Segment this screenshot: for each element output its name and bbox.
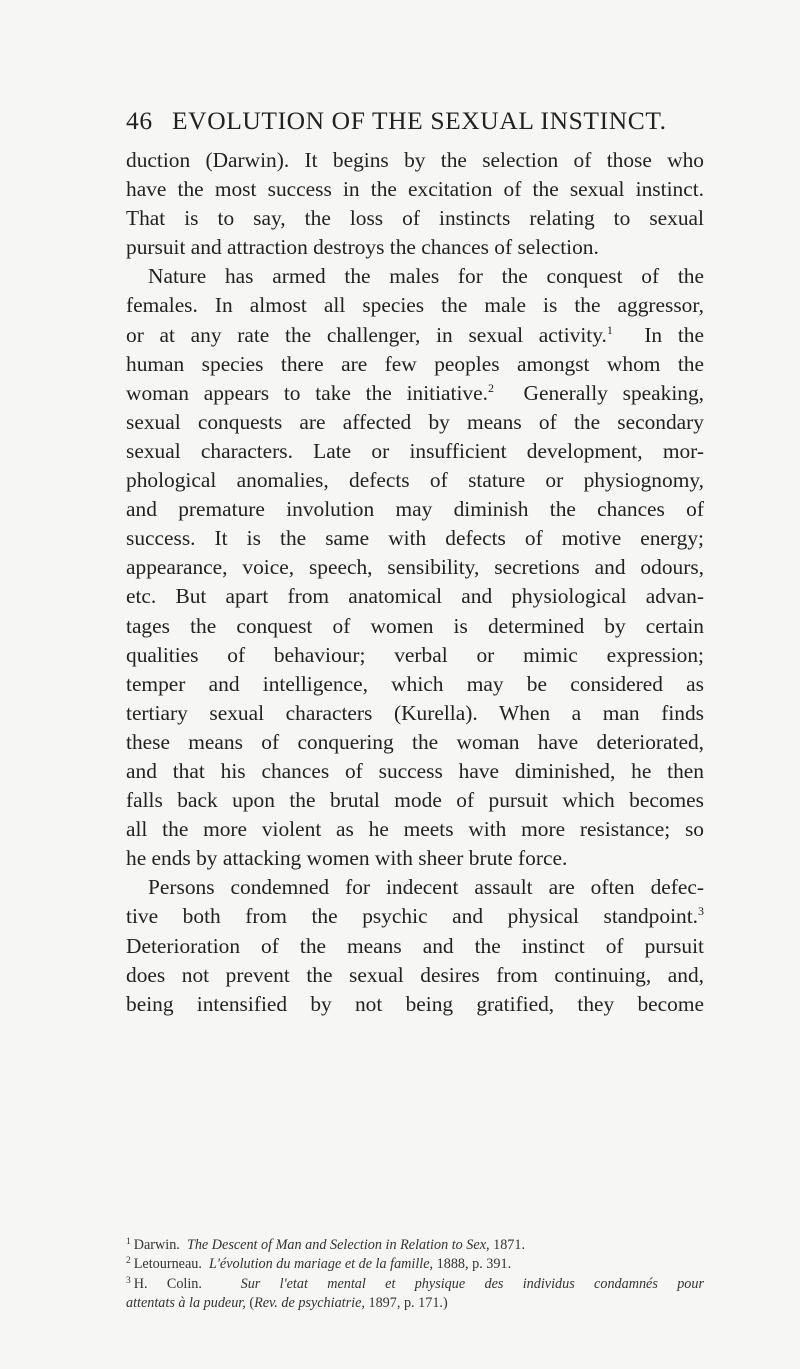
text-line-with-footnote	[126, 321, 704, 350]
text-line: Persons condemned for indecent assault are often defec-	[148, 875, 704, 900]
text-line: etc. But apart from anatomical and physiological advan-	[126, 584, 704, 609]
text-line: pursuit and attraction destroys the chances of selection.	[126, 235, 599, 260]
footnote-3	[126, 1275, 704, 1294]
text-segment: woman appears to take the initiative.	[126, 380, 488, 405]
footnote-rest: 1871.	[493, 1237, 526, 1253]
footnotes	[126, 1236, 704, 1313]
text-line: females. In almost all species the male is the aggressor,	[126, 293, 704, 318]
footnote-mark: 1	[606, 322, 613, 337]
footnote-author: Darwin.	[133, 1237, 180, 1253]
footnote-number: 1	[126, 1237, 131, 1247]
text-line: That is to say, the loss of instincts relating to sexual	[126, 206, 704, 231]
footnote-number: 2	[126, 1256, 131, 1267]
text-segment: or at any rate the challenger, in sexual activity.	[126, 322, 607, 347]
text-line: Nature has armed the males for the conquest of the	[148, 264, 704, 289]
text-line: does not prevent the sexual desires from continuing, and,	[126, 962, 704, 987]
text-line: he ends by attacking women with sheer brute force.	[126, 846, 568, 871]
text-line: and that his chances of success have diminished, he then	[126, 758, 704, 783]
text-line: human species there are few peoples amongst whom the	[126, 351, 704, 376]
footnote-author: Letourneau.	[133, 1256, 202, 1273]
footnote-rest: 1897, p. 171.)	[368, 1294, 448, 1311]
text-line: success. It is the same with defects of motive energy;	[126, 526, 704, 551]
text-line: all the more violent as he meets with more resistance; so	[126, 817, 704, 842]
footnote-mark: 2	[487, 380, 494, 395]
text-segment: In the	[644, 322, 704, 347]
footnote-2	[126, 1255, 704, 1274]
text-line: sexual characters. Late or insufficient development, mor-	[126, 438, 704, 463]
text-segment: Generally speaking,	[523, 380, 705, 405]
running-title: EVOLUTION OF THE SEXUAL INSTINCT.	[172, 106, 667, 135]
running-header	[126, 106, 704, 136]
page-number: 46	[126, 106, 153, 135]
footnote-number: 3	[126, 1275, 131, 1286]
text-line: being intensified by not being gratified, they become	[126, 991, 704, 1016]
text-line: appearance, voice, speech, sensibility, secretions and odours,	[126, 555, 704, 580]
footnote-paren: (	[249, 1294, 255, 1311]
text-line: temper and intelligence, which may be considered as	[126, 671, 704, 696]
footnote-1	[126, 1236, 704, 1255]
text-line-with-footnote	[126, 379, 704, 408]
text-segment: tive both from the psychic and physical standpoint.	[126, 904, 698, 929]
body-text	[126, 146, 704, 1019]
footnote-mark: 3	[698, 904, 704, 919]
text-line: duction (Darwin). It begins by the selection of those who	[126, 148, 704, 172]
text-line: these means of conquering the woman have deteriorated,	[126, 729, 704, 754]
footnote-3-continued	[126, 1294, 704, 1313]
text-line: tages the conquest of women is determined by certain	[126, 613, 704, 638]
footnote-title-continued: attentats à la pudeur,	[126, 1294, 246, 1311]
text-line: phological anomalies, defects of stature or physiognomy,	[126, 468, 704, 493]
text-line: sexual conquests are affected by means of the secondary	[126, 409, 704, 434]
footnote-rest: 1888, p. 391.	[436, 1256, 512, 1273]
text-line: have the most success in the excitation of the sexual instinct.	[126, 177, 704, 202]
text-line-with-footnote	[126, 902, 704, 931]
footnote-journal: Rev. de psychiatrie,	[254, 1294, 365, 1311]
text-line: Deterioration of the means and the instinct of pursuit	[126, 933, 704, 958]
text-line: tertiary sexual characters (Kurella). When a man finds	[126, 700, 704, 725]
footnote-title: L'évolution du mariage et de la famille,	[209, 1256, 434, 1273]
footnote-title: The Descent of Man and Selection in Relation to Sex,	[186, 1237, 490, 1253]
footnote-title: Sur l'etat mental et physique des individus condamnés pour	[240, 1275, 705, 1292]
text-line: qualities of behaviour; verbal or mimic expression;	[126, 642, 704, 667]
footnote-author: H. Colin.	[133, 1275, 202, 1292]
text-line: and premature involution may diminish the chances of	[126, 497, 704, 522]
text-line: falls back upon the brutal mode of pursuit which becomes	[126, 788, 704, 813]
